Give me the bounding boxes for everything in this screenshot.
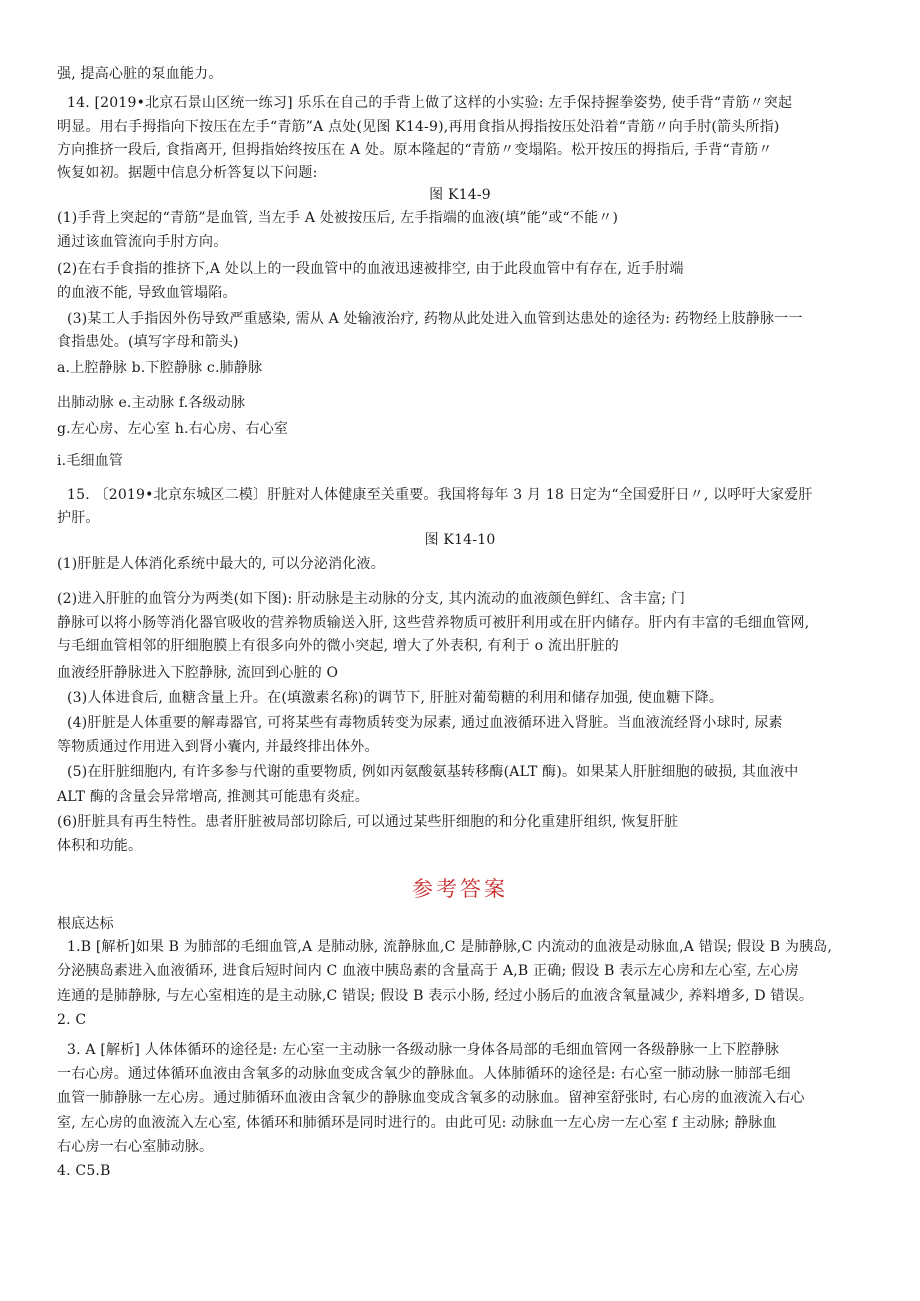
text-line: (5)在肝脏细胞内, 有许多参与代谢的重要物质, 例如丙氨酸氨基转移酶(ALT 酶)。如果某人肝脏细胞的破损, 其血液中	[67, 764, 799, 780]
text-line: (2)在右手食指的推挤下,A 处以上的一段血管中的血液迅速被排空, 由于此段血管中有存在, 近手肘端	[57, 261, 684, 277]
text-line: 体积和功能。	[57, 838, 143, 854]
text-line: 右心房一右心室肺动脉。	[57, 1139, 214, 1155]
text-line: 血液经肝静脉进入下腔静脉, 流回到心脏的 O	[57, 665, 339, 681]
text-line: (1)肝脏是人体消化系统中最大的, 可以分泌消化液。	[57, 556, 385, 572]
text-line: 恢复如初。据题中信息分析答复以下问题:	[57, 165, 318, 181]
text-line: (1)手背上突起的“青筋”是血管, 当左手 A 处被按压后, 左手指端的血液(填”能”或“不能〃)	[57, 210, 619, 226]
figure-caption: 图 K14-9	[429, 187, 491, 203]
section-title: 根底达标	[57, 916, 114, 932]
text-line: (3)人体进食后, 血糖含量上升。在(填激素名称)的调节下, 肝脏对葡萄糖的利用和储存加强, 使血糖下降。	[67, 690, 724, 706]
option-line: a.上腔静脉 b.下腔静脉 c.肺静脉	[57, 360, 263, 376]
question-15: 15. 〔2019•北京东城区二模〕肝脏对人体健康至关重要。我国将每年 3 月 18 日定为“全国爱肝日〃, 以呼吁大家爱肝	[67, 487, 813, 503]
text-line: 分泌胰岛素进入血液循环, 进食后短时间内 C 血液中胰岛素的含量高于 A,B 正确; 假设 B 表示左心房和左心室, 左心房	[57, 963, 799, 979]
text-line: 连通的是肺静脉, 与左心室相连的是主动脉,C 错误; 假设 B 表示小肠, 经过小肠后的血液含氧量减少, 养料增多, D 错误。	[57, 988, 814, 1004]
answer-heading: 参考答案	[412, 877, 508, 901]
text-line: 明显。用右手拇指向下按压在左手“青筋”A 点处(见图 K14-9),再用食指从拇指按压处沿着“青筋〃向手肘(箭头所指)	[57, 119, 780, 135]
answer-3: 3. A [解析] 人体体循环的途径是: 左心室一主动脉一各级动脉一身体各局部的毛细血管网一各级静脉一上下腔静脉	[67, 1042, 780, 1058]
option-line: g.左心房、左心室 h.右心房、右心室	[57, 421, 289, 437]
text-line: ALT 酶的含量会异常增高, 推测其可能患有炎症。	[57, 789, 369, 805]
text-line: 护肝。	[57, 510, 100, 526]
text-line: (4)肝脏是人体重要的解毒器官, 可将某些有毒物质转变为尿素, 通过血液循环进入肾脏。当血液流经肾小球时, 尿素	[67, 715, 783, 731]
text-line: (2)进入肝脏的血管分为两类(如下图): 肝动脉是主动脉的分支, 其内流动的血液颜色鲜红、含丰富; 门	[57, 591, 686, 607]
answer-2: 2. C	[57, 1012, 87, 1028]
text-line: 强, 提高心脏的泵血能力。	[57, 66, 223, 82]
option-line: 出肺动脉 e.主动脉 f.各级动脉	[57, 395, 246, 411]
text-line: 与毛细血管相邻的肝细胞膜上有很多向外的微小突起, 增大了外表积, 有利于 o 流出肝脏的	[57, 638, 619, 654]
text-line: 室, 左心房的血液流入左心室, 体循环和肺循环是同时进行的。由此可见: 动脉血一左心房一左心室 f 主动脉; 静脉血	[57, 1115, 777, 1131]
text-line: 方向推挤一段后, 食指离开, 但拇指始终按压在 A 处。原本隆起的“青筋〃变塌陷。松开按压的拇指后, 手背“青筋〃	[57, 142, 773, 158]
text-line: 的血液不能, 导致血管塌陷。	[57, 285, 237, 301]
text-line: (6)肝脏具有再生特性。患者肝脏被局部切除后, 可以通过某些肝细胞的和分化重建肝组织, 恢复肝脏	[57, 814, 679, 830]
text-line: 等物质通过作用进入到肾小囊内, 并最终排出体外。	[57, 739, 379, 755]
option-line: i.毛细血管	[57, 453, 124, 469]
text-line: 血管一肺静脉一左心房。通过肺循环血液由含氧少的静脉血变成含氧多的动脉血。留神室舒张时, 右心房的血液流入右心	[57, 1090, 805, 1106]
question-14: 14. [2019•北京石景山区统一练习] 乐乐在自己的手背上做了这样的小实验: 左手保持握拳姿势, 使手背“青筋〃突起	[67, 95, 793, 111]
text-line: 一右心房。通过体循环血液由含氧多的动脉血变成含氧少的静脉血。人体肺循环的途径是: 右心室一肺动脉一肺部毛细	[57, 1066, 791, 1082]
figure-caption: 图 K14-10	[424, 532, 496, 548]
answer-1: 1.B [解析]如果 B 为肺部的毛细血管,A 是肺动脉, 流静脉血,C 是肺静脉,C 内流动的血液是动脉血,A 错误; 假设 B 为胰岛,	[67, 939, 833, 955]
text-line: (3)某工人手指因外伤导致严重感染, 需从 A 处输液治疗, 药物从此处进入血管到达患处的途径为: 药物经上肢静脉一一	[67, 311, 803, 327]
answer-4-5: 4. C5.B	[57, 1163, 111, 1179]
text-line: 食指患处。(填写字母和箭头)	[57, 334, 239, 350]
text-line: 通过该血管流向手肘方向。	[57, 234, 228, 250]
text-line: 静脉可以将小肠等消化器官吸收的营养物质输送入肝, 这些营养物质可被肝利用或在肝内储存。肝内有丰富的毛细血管网,	[57, 615, 810, 631]
